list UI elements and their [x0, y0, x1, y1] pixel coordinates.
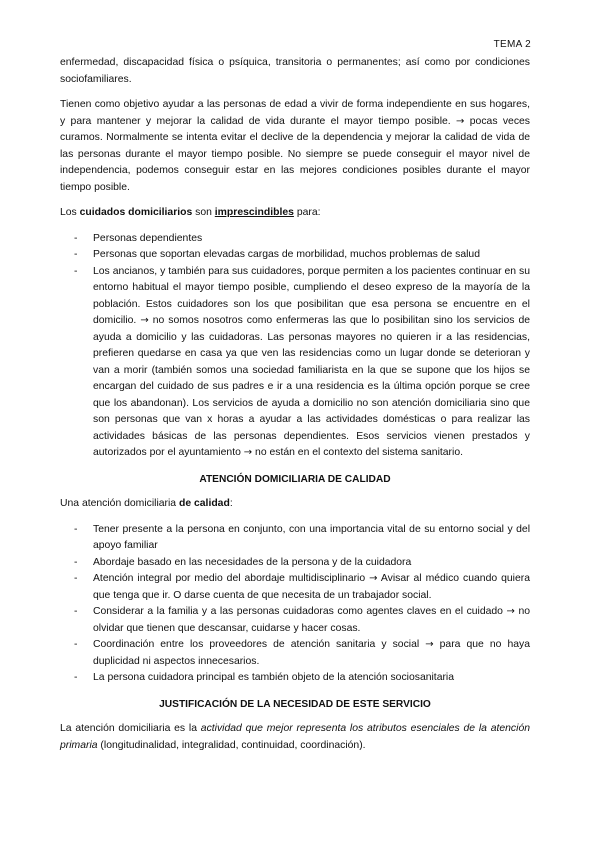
list-item: - Los ancianos, y también para sus cuidadores, porque permiten a los pacientes continuar en su entorno habitual el mayor tiempo posible, cumpliendo el deseo expreso de la mayoría de la población. Estos cuidadores son los que posibilitan que esa persona se encuentre en el domicilio. → no somos nosotros como enfermeras las que lo posibilitan sino los servicios de ayuda a domicilio y las cuidadoras. Las personas mayores no quieren ir a las residencias, prefieren quedarse en casa ya que ven las residencias como un lugar donde se deterioran y van a morir (también somos una sociedad familiarista en la que se supone que los hijos se encargan del cuidado de sus padres e ir a una residencia es la última opción porque se cree que los abandonan). Los servicios de ayuda a domicilio no son atención domiciliaria sino que son personas que van x horas a ayudar a las actividades domésticas o para realizar las actividades básicas de las personas dependientes. Esos servicios vienen prestados y autorizados por el ayuntamiento → no están en el contexto del sistema sanitario.	[74, 265, 531, 458]
term-imprescindibles: imprescindibles	[214, 207, 294, 218]
dash-bullet: -	[74, 249, 78, 260]
document-body	[60, 55, 530, 763]
arrow-icon: →	[506, 606, 515, 617]
paragraph-cuidados-intro: Los cuidados domiciliarios son imprescindibles para:	[60, 207, 321, 218]
list-item: - Abordaje basado en las necesidades de la persona y de la cuidadora	[60, 555, 530, 572]
arrow-icon: →	[243, 447, 253, 458]
emphasis-text: actividad que mejor representa los atributos esenciales de la atención primaria	[60, 723, 530, 751]
term-cuidados-domiciliarios: cuidados domiciliarios	[79, 207, 193, 218]
section-heading: JUSTIFICACIÓN DE LA NECESIDAD DE ESTE SERVICIO	[159, 698, 431, 710]
dash-bullet: -	[74, 265, 78, 277]
section-heading: ATENCIÓN DOMICILIARIA DE CALIDAD	[199, 473, 391, 485]
dash-bullet: -	[74, 573, 78, 584]
list-item: - Personas que soportan elevadas cargas de morbilidad, muchos problemas de salud	[60, 247, 530, 264]
dash-bullet: -	[74, 606, 78, 617]
dash-bullet: -	[74, 672, 78, 683]
list-item: - La persona cuidadora principal es también objeto de la atención sociosanitaria	[60, 670, 530, 687]
arrow-icon: →	[369, 573, 378, 584]
dash-bullet: -	[74, 523, 78, 535]
list-item: - Considerar a la familia y a las personas cuidadoras como agentes claves en el cuidado → no olvidar que tienen que descansar, cuidarse y hacer cosas.	[74, 606, 531, 634]
dash-bullet: -	[74, 556, 78, 568]
paragraph-calidad-intro: Una atención domiciliaria de calidad:	[60, 498, 233, 509]
arrow-icon: →	[140, 315, 149, 326]
page-header: TEMA 2	[493, 39, 531, 50]
arrow-icon: →	[456, 115, 465, 127]
list-item: - Coordinación entre los proveedores de atención sanitaria y social → para que no haya duplicidad ni aspectos innecesarios.	[74, 639, 531, 667]
list-item: - Atención integral por medio del abordaje multidisciplinario → Avisar al médico cuando quiera que tenga que ir. O darse cuenta de que necesita de un trabajador social.	[74, 573, 530, 601]
list-item: - Personas dependientes	[60, 231, 530, 248]
paragraph-objective: Tienen como objetivo ayudar a las personas de edad a vivir de forma independiente en sus hogares, y para mantener y mejorar la calidad de vida durante el mayor tiempo posible. → pocas veces curamos. Normalmente se intenta evitar el declive de la dependencia y mejorar la calidad de vida de las personas durante el mayor tiempo posible. No siempre se puede conseguir el mayor nivel de independencia, podemos conseguir estar en las mejores condiciones posibles durante el mayor tiempo posible.	[60, 99, 531, 193]
paragraph-continuation: enfermedad, discapacidad física o psíquica, transitoria o permanentes; así como por condiciones sociofamiliares.	[60, 57, 530, 85]
arrow-icon: →	[425, 639, 434, 650]
paragraph-justificacion: La atención domiciliaria es la actividad que mejor representa los atributos esenciales de la atención primaria (longitudinalidad, integralidad, continuidad, coordinación).	[60, 723, 530, 751]
list-calidad	[60, 522, 530, 687]
list-cuidados	[60, 231, 530, 462]
list-item: - Tener presente a la persona en conjunto, con una importancia vital de su entorno social y del apoyo familiar	[74, 523, 530, 551]
dash-bullet: -	[74, 232, 78, 244]
dash-bullet: -	[74, 639, 78, 650]
